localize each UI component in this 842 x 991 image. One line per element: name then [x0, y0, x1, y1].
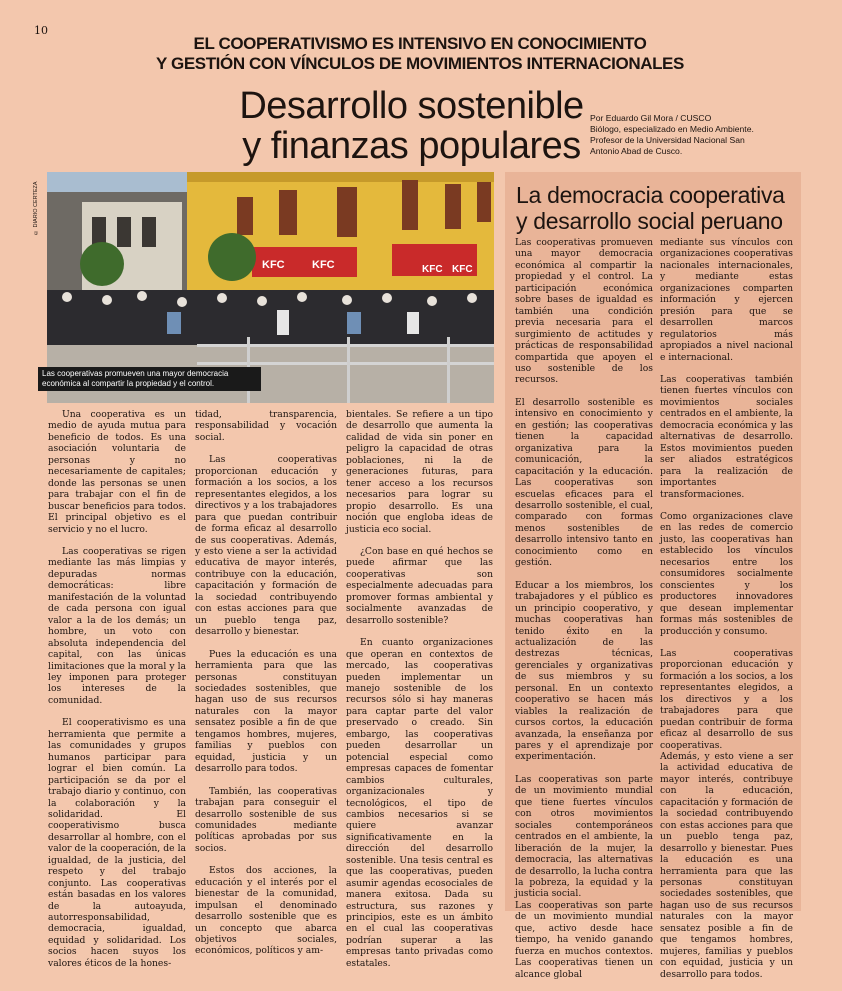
paragraph: Pues la educación es una herramienta para que las personas constituyan sociedades sostenibles, que hagan uso de sus recursos naturales con la mayor sensatez posible a fin de que tengamos hombres, mujeres, familias y pueblos con equidad, justicia y un desarrollo para todos. — [195, 648, 337, 775]
sidebar-title-line-2: y desarrollo social peruano — [516, 208, 783, 234]
paragraph: También, las cooperativas trabajan para conseguir el desarrollo sostenible de sus comunidades mediante políticas aprobadas por sus socios. — [195, 785, 337, 854]
paragraph: El desarrollo sostenible es intensivo en conocimiento y en gestión; las cooperativas tienen la capacidad organizativa para la comunicación, la capacitación y la educación. Las cooperativas son escuelas eficaces para el desarrollo sostenible, el cual, comparado con formas menos sostenibles de desarrollo intensivo tanto en conocimiento como en gestión. — [515, 396, 653, 569]
byline-line-3: Profesor de la Universidad Nacional San — [590, 135, 745, 145]
byline — [590, 113, 820, 157]
byline-author: Por Eduardo Gil Mora / CUSCO — [590, 113, 712, 123]
article-column-1 — [48, 409, 186, 980]
page-number: 10 — [34, 24, 48, 37]
byline-line-2: Biólogo, especializado en Medio Ambiente. — [590, 124, 754, 134]
paragraph: En cuanto organizaciones que operan en contextos de mercado, las cooperativas pueden implementar un manejo sostenible de los recursos sólo si hay maneras para captar parte del valor preservado o creado. Sin embargo, las cooperativas pueden desarrollar un potencial especial como empresas capaces de fomentar cambios culturales, organizacionales y tecnológicos, el tipo de cambios necesarios si se quiere avanzar significativamente en la dirección del desarrollo sostenible. Una tesis central es que las cooperativas, pueden asumir agendas ecosociales de manera exitosa. Dada su estructura, sus razones y principios, este es un ámbito en el cual las cooperativas podrían superar a las empresas tanto privadas como estatales. — [346, 637, 493, 969]
photo-credit: © DIARIO CERTEZA — [33, 181, 39, 235]
paragraph: Estos dos acciones, la educación y el interés por el bienestar de la comunidad, impulsan el denominado desarrollo sostenible que es un concepto que abarca objetivos sociales, económicos, políticos y am- — [195, 865, 337, 957]
paragraph: Además, y esto viene a ser la actividad educativa de mayor interés, contribuye con la educación, capacitación y formación de la sociedad contribuyendo con estas acciones para que un pueblo tenga paz, desarrollo y bienestar. Pues la educación es una herramienta para que las personas constituyan sociedades sostenibles, que hagan uso de sus recursos naturales con la mayor sensatez posible a fin de que tengamos hombres, mujeres, familias y pueblos con equidad, justicia y un desarrollo para todos. — [660, 751, 793, 980]
kicker-line-1: EL COOPERATIVISMO ES INTENSIVO EN CONOCIMIENTO — [193, 34, 647, 53]
sidebar-column-2 — [660, 237, 793, 991]
kfc-sign-2: KFC — [312, 259, 335, 271]
paragraph: Como organizaciones clave en las redes de comercio justo, las cooperativas han establecido los vínculos necesarios entre los consumidores socialmente conscientes y los productores innovadores que desean implementar formas más sostenibles de producción y consumo. — [660, 510, 793, 637]
photo-caption: Las cooperativas promueven una mayor democracia económica al compartir la propiedad y el control. — [38, 367, 261, 391]
article-headline — [234, 86, 589, 166]
paragraph: Educar a los miembros, los trabajadores y el público es un principio cooperativo, y muchas cooperativas han tenido éxito en la actualización de las destrezas técnicas, gerenciales y organizativas de sus miembros y su personal. En un contexto cooperativo se hacen más viables la realización de cursos cortos, la educación avanzada, la enseñanza por pares y el aprendizaje por experimentación. — [515, 579, 653, 763]
article-column-2 — [195, 409, 337, 968]
article-column-3 — [346, 409, 493, 980]
kicker-heading — [120, 34, 720, 74]
sidebar-title — [516, 182, 801, 234]
paragraph: bientales. Se refiere a un tipo de desarrollo que aumenta la calidad de vida sin poner en peligro la capacidad de otras poblaciones, ni la de generaciones futuras, para tener acceso a los recursos necesarios para lograr su propio desarrollo. Es una noción que engloba ideas de justicia eco social. — [346, 409, 493, 535]
paragraph: ¿Con base en qué hechos se puede afirmar que las cooperativas son especialmente adecuadas para promover formas ambiental y socialmente avanzadas de desarrollo sostenible? — [346, 545, 493, 626]
paragraph: Las cooperativas también tienen fuertes vínculos con movimientos sociales centrados en el ambiente, la democracia económica y las alternativas de desarrollo. Estos movimientos pueden ser aliados estratégicos para la realización de importantes transformaciones. — [660, 373, 793, 500]
paragraph: Una cooperativa es un medio de ayuda mutua para beneficio de todos. Es una asociación voluntaria de personas y no necesariamente de capitales; donde las personas se unen para trabajar con el fin de buscar beneficios para todos. El principal objetivo es el servicio y no el lucro. — [48, 409, 186, 535]
kicker-line-2: Y GESTIÓN CON VÍNCULOS DE MOVIMIENTOS INTERNACIONALES — [156, 54, 684, 73]
sidebar-column-1 — [515, 237, 653, 991]
paragraph: mediante sus vínculos con organizaciones cooperativas nacionales internacionales, y mediante estas organizaciones comparten información y ejercen presión para que se desarrollen marcos regulatorios más apropiados a nivel nacional e internacional. — [660, 237, 793, 363]
paragraph: Las cooperativas promueven una mayor democracia económica al compartir la propiedad y el control. La participación económica sobre bases de igualdad es también una condición previa necesaria para el surgimiento de actitudes y prácticas de responsabilidad compartida que apoyen el uso sostenible de los recursos. — [515, 237, 653, 386]
paragraph: El cooperativismo es una herramienta que permite a las comunidades y grupos humanos participar para lograr el bien común. La participación se da por el trabajo diario y continuo, con la colaboración y la solidaridad. El cooperativismo busca desarrollar al hombre, con el valor de la cooperación, de la igualdad, de la justicia, del respeto y del trabajo conjunto. Las cooperativas están basadas en los valores de la autoayuda, autorresponsabilidad, democracia, igualdad, equidad y solidaridad. Los socios hacen suyos los valores éticos de la hones- — [48, 717, 186, 969]
byline-line-4: Antonio Abad de Cusco. — [590, 146, 683, 156]
headline-line-1: Desarrollo sostenible — [239, 85, 584, 127]
headline-line-2: y finanzas populares — [242, 125, 581, 167]
paragraph: Las cooperativas son parte de un movimiento mundial que, activo desde hace tiempo, ha venido ganando fuerza en muchos contextos. Las cooperativas tienen un alcance global — [515, 899, 653, 980]
paragraph: Las cooperativas proporcionan educación y formación a los socios, a los representantes elegidos, a los directivos y a los trabajadores para que puedan contribuir de forma eficaz al desarrollo de sus cooperativas. — [660, 647, 793, 751]
paragraph: Las cooperativas se rigen mediante las más limpias y depuradas normas democráticas: libre manifestación de la voluntad de cada persona con igual valor a la de los demás; un hombre, un voto con absoluta independencia del capital, con las únicas limitaciones que la moral y la ley imponen para proteger los intereses de la comunidad. — [48, 545, 186, 706]
paragraph: tidad, transparencia, responsabilidad y vocación social. — [195, 409, 337, 443]
paragraph: Las cooperativas proporcionan educación y formación a los socios, a los representantes elegidos, a los directivos y a los trabajadores para que puedan contribuir de forma eficaz al desarrollo de sus cooperativas. Además, y esto viene a ser la actividad educativa de mayor interés, contribuye con la educación, capacitación y formación de la sociedad contribuyendo con estas acciones para que un pueblo tenga paz, desarrollo y bienestar. — [195, 454, 337, 638]
sidebar-title-line-1: La democracia cooperativa — [516, 182, 785, 208]
paragraph: Las cooperativas son parte de un movimiento mundial que tiene fuertes vínculos con otros movimientos sociales contemporáneos centrados en el ambiente, la liberación de la mujer, la democracia, las alternativas de desarrollo, la lucha contra la pobreza, la equidad y la justicia social. — [515, 773, 653, 900]
kfc-sign-3: KFC — [422, 264, 443, 275]
kfc-sign-4: KFC — [452, 264, 473, 275]
kfc-sign-1: KFC — [262, 259, 285, 271]
